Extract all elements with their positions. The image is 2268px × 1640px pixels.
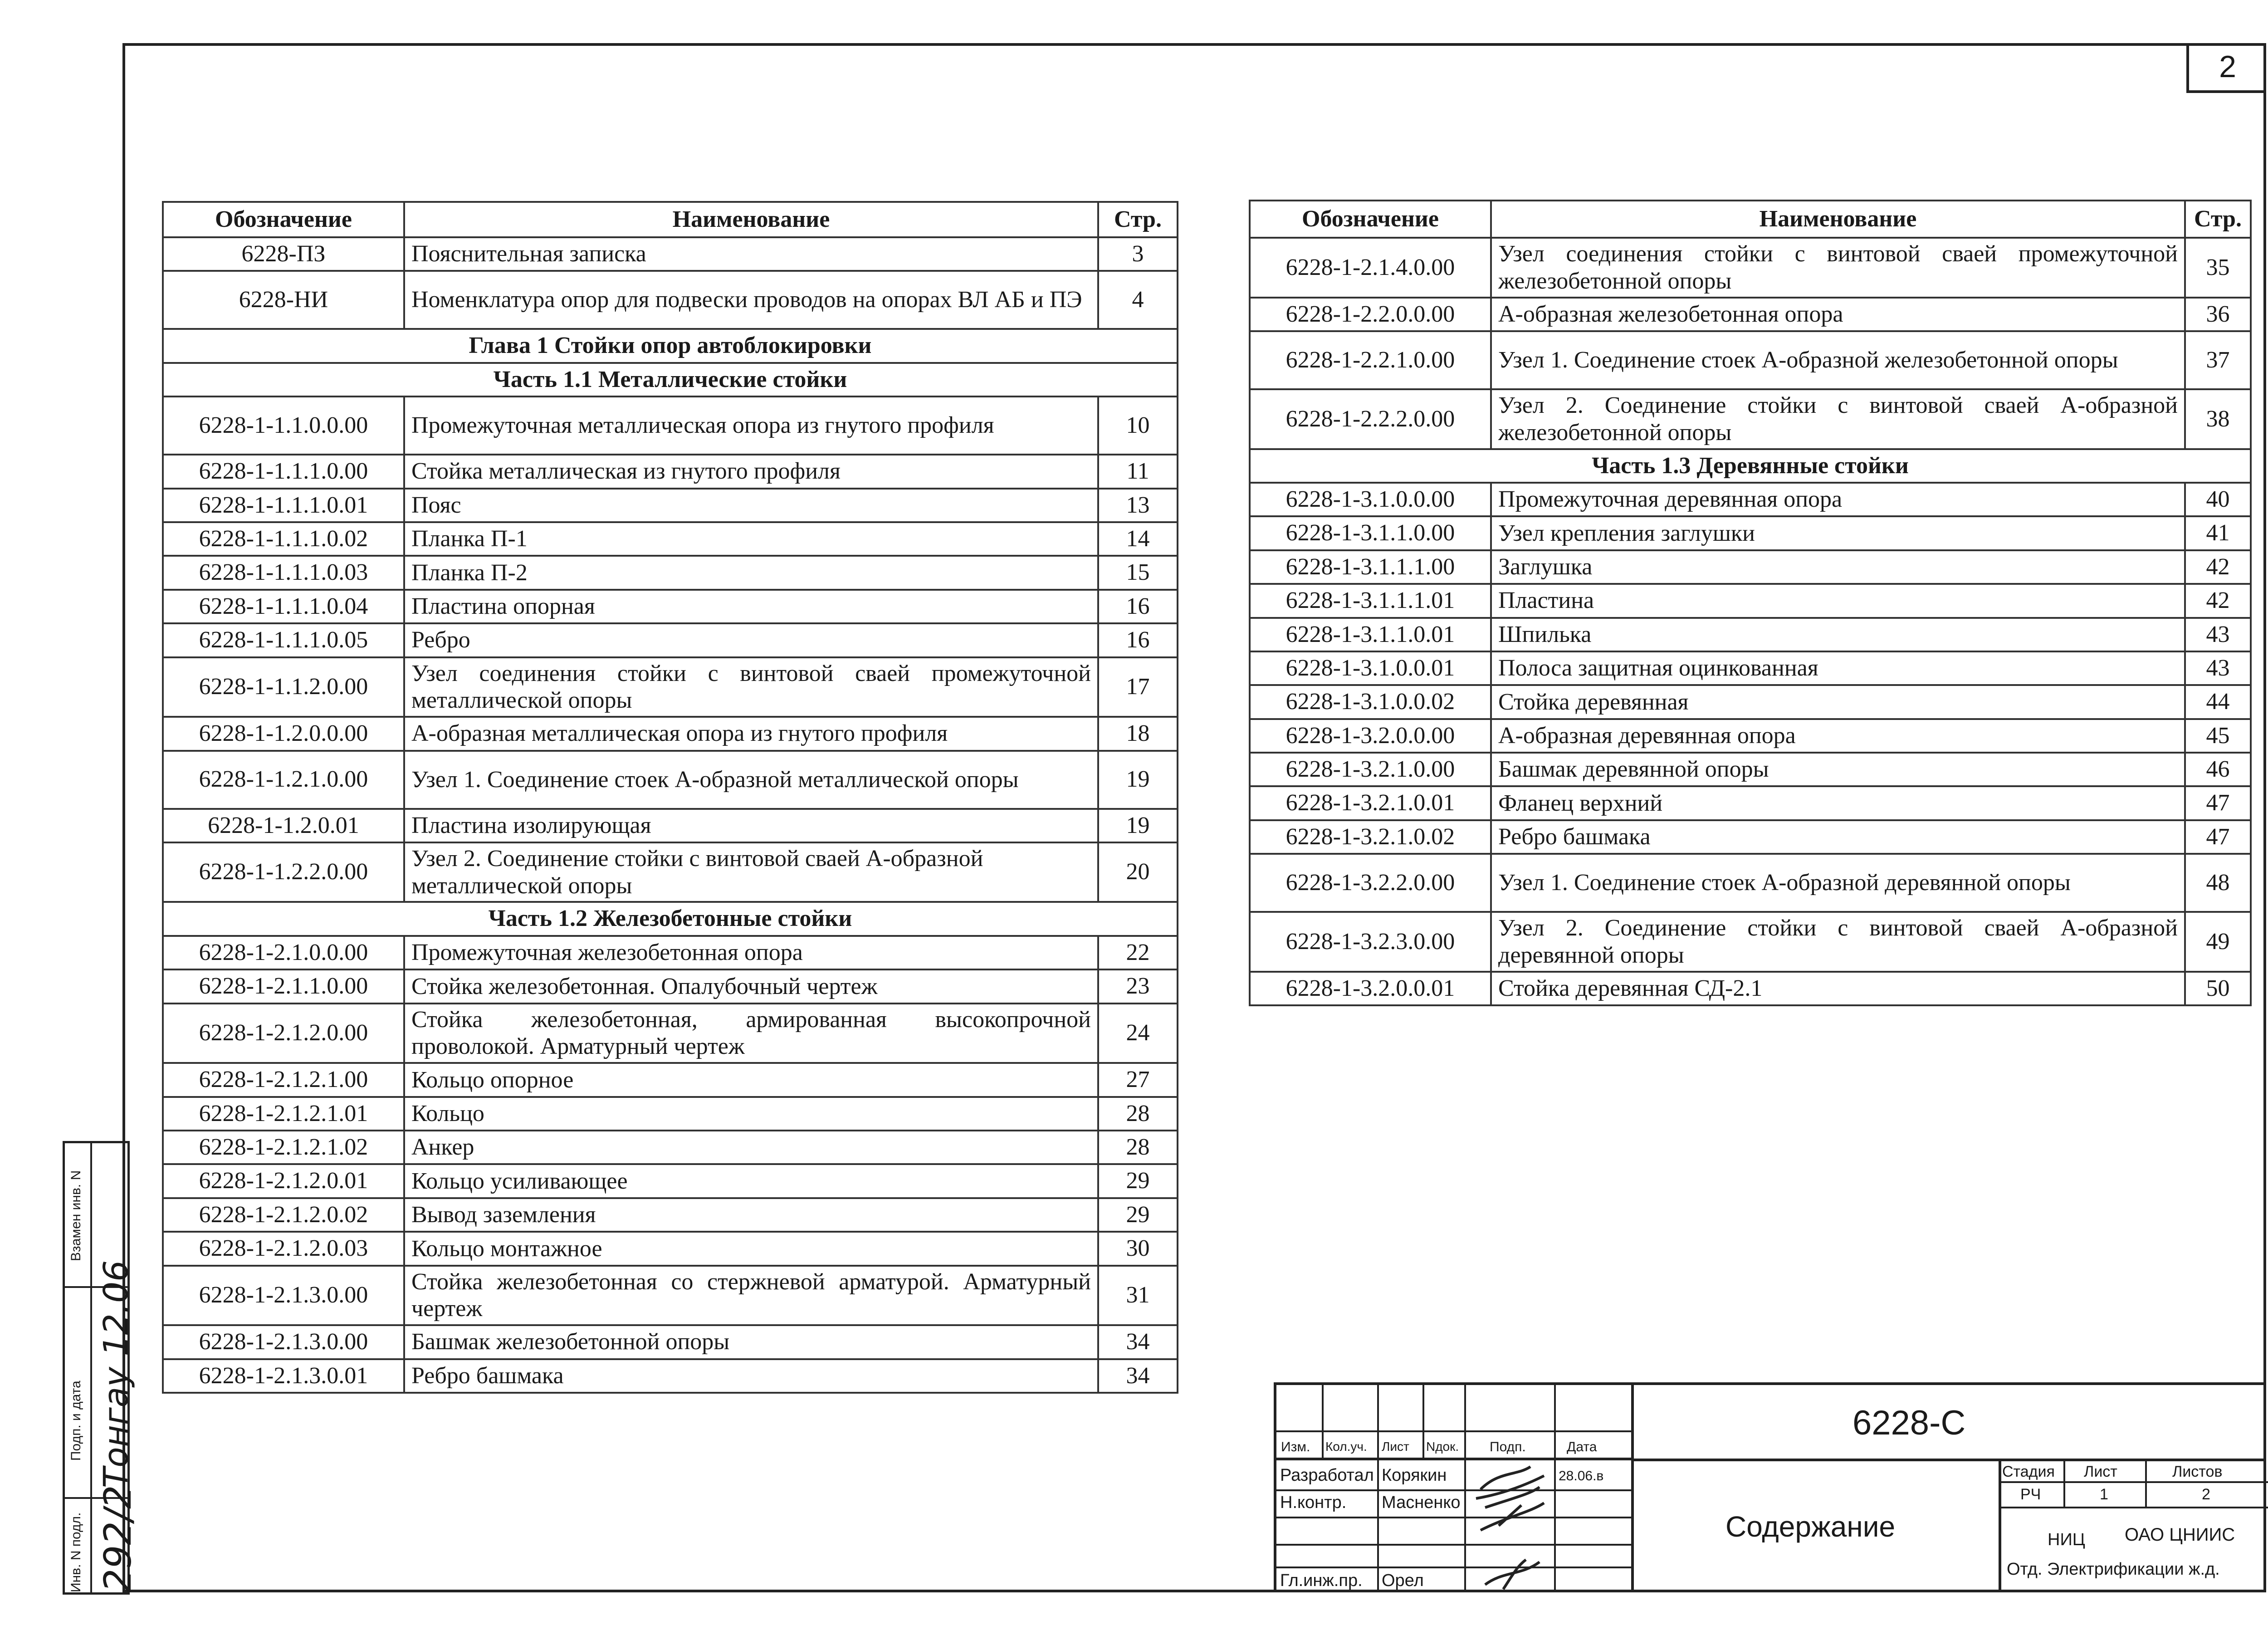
sheets-value: 2	[2202, 1486, 2210, 1503]
table-row	[163, 842, 1178, 902]
row-name: Пластина опорная	[404, 590, 1098, 623]
label-inv: Инв. N подл.	[68, 1512, 83, 1592]
row-code: 6228-1-3.2.0.0.00	[1250, 719, 1491, 753]
row-code: 6228-1-1.1.2.0.00	[163, 657, 404, 717]
sheet-label: Лист	[2084, 1463, 2117, 1480]
contents-table-right	[1249, 200, 2252, 1006]
row-code: 6228-1-2.2.2.0.00	[1250, 389, 1491, 449]
row-page: 41	[2185, 516, 2251, 550]
row-code: 6228-1-1.2.0.0.00	[163, 717, 404, 750]
row-page: 30	[1098, 1232, 1178, 1265]
row-name: Ребро башмака	[404, 1359, 1098, 1393]
header-page: Стр.	[1098, 202, 1178, 237]
row-code: 6228-1-3.2.1.0.02	[1250, 820, 1491, 854]
row-code: 6228-1-2.1.3.0.00	[163, 1266, 404, 1326]
row-name: Стойка деревянная	[1491, 685, 2185, 719]
table-row	[1250, 516, 2251, 550]
row-code: 6228-1-3.2.3.0.00	[1250, 912, 1491, 972]
row-page: 3	[1098, 237, 1178, 271]
row-page: 42	[2185, 550, 2251, 584]
signer-role: Гл.инж.пр.	[1280, 1571, 1363, 1590]
table-row	[163, 455, 1178, 488]
header-page: Стр.	[2185, 201, 2251, 238]
col-header-change: Изм.	[1281, 1439, 1310, 1454]
row-name: Узел 2. Соединение стойки с винтовой сваей А-образной железобетонной опоры	[1491, 389, 2185, 449]
contents-table-left	[162, 201, 1178, 1394]
row-name: Башмак деревянной опоры	[1491, 753, 2185, 786]
row-page: 19	[1098, 751, 1178, 809]
sheet-number: 2	[2186, 43, 2266, 93]
row-page: 13	[1098, 489, 1178, 522]
row-page: 46	[2185, 753, 2251, 786]
row-code: 6228-1-1.1.0.0.00	[163, 397, 404, 455]
row-code: 6228-1-2.1.2.1.02	[163, 1131, 404, 1164]
row-code: 6228-1-2.1.2.0.03	[163, 1232, 404, 1265]
org-department: Отд. Электрификации ж.д.	[2007, 1560, 2220, 1579]
section-heading-row	[163, 902, 1178, 935]
row-name: Планка П-1	[404, 522, 1098, 556]
row-name: Узел 2. Соединение стойки с винтовой сваей А-образной деревянной опоры	[1491, 912, 2185, 972]
row-name: Узел 1. Соединение стоек А-образной деревянной опоры	[1491, 854, 2185, 912]
row-name: Кольцо опорное	[404, 1063, 1098, 1097]
table-row	[163, 717, 1178, 750]
table-row	[1250, 972, 2251, 1005]
row-page: 37	[2185, 331, 2251, 389]
col-header-sheet: Лист	[1382, 1439, 1409, 1454]
row-page: 20	[1098, 842, 1178, 902]
table-row	[1250, 389, 2251, 449]
row-code: 6228-1-2.1.2.0.02	[163, 1198, 404, 1232]
table-row	[163, 657, 1178, 717]
row-name: Шпилька	[1491, 618, 2185, 651]
table-row	[163, 1198, 1178, 1232]
section-heading-row	[1250, 449, 2251, 483]
table-row	[163, 936, 1178, 969]
row-page: 4	[1098, 271, 1178, 329]
sign-date-value: Тонгау 12.06	[97, 1260, 136, 1488]
row-name: Номенклатура опор для подвески проводов на опорах ВЛ АБ и ПЭ	[404, 271, 1098, 329]
row-code: 6228-1-2.2.1.0.00	[1250, 331, 1491, 389]
row-code: 6228-1-1.2.2.0.00	[163, 842, 404, 902]
row-name: Полоса защитная оцинкованная	[1491, 651, 2185, 685]
row-code: 6228-1-3.1.0.0.02	[1250, 685, 1491, 719]
row-code: 6228-НИ	[163, 271, 404, 329]
row-page: 22	[1098, 936, 1178, 969]
document-title: Содержание	[1725, 1510, 1896, 1543]
row-code: 6228-1-3.2.0.0.01	[1250, 972, 1491, 1005]
row-page: 47	[2185, 786, 2251, 820]
row-code: 6228-ПЗ	[163, 237, 404, 271]
row-name: Промежуточная металлическая опора из гнутого профиля	[404, 397, 1098, 455]
table-row	[1250, 331, 2251, 389]
row-name: Пояс	[404, 489, 1098, 522]
row-name: Стойка металлическая из гнутого профиля	[404, 455, 1098, 488]
row-page: 43	[2185, 651, 2251, 685]
contents-rows-right	[1250, 238, 2251, 1005]
table-row	[1250, 685, 2251, 719]
table-row	[163, 809, 1178, 842]
row-code: 6228-1-3.1.0.0.00	[1250, 483, 1491, 516]
row-name: Узел соединения стойки с винтовой сваей промежуточной железобетонной опоры	[1491, 238, 2185, 298]
signer-name: Корякин	[1382, 1466, 1447, 1485]
row-page: 10	[1098, 397, 1178, 455]
table-row	[1250, 550, 2251, 584]
section-heading: Часть 1.3 Деревянные стойки	[1250, 449, 2251, 483]
sheet-value: 1	[2100, 1486, 2108, 1503]
row-name: Кольцо	[404, 1097, 1098, 1131]
row-page: 31	[1098, 1266, 1178, 1326]
row-name: Узел 1. Соединение стоек А-образной металлической опоры	[404, 751, 1098, 809]
row-page: 14	[1098, 522, 1178, 556]
row-page: 28	[1098, 1097, 1178, 1131]
table-row	[163, 1232, 1178, 1265]
row-code: 6228-1-1.2.0.01	[163, 809, 404, 842]
row-name: Заглушка	[1491, 550, 2185, 584]
row-page: 43	[2185, 618, 2251, 651]
header-code: Обозначение	[163, 202, 404, 237]
row-page: 40	[2185, 483, 2251, 516]
row-code: 6228-1-3.2.1.0.01	[1250, 786, 1491, 820]
col-header-signature: Подп.	[1490, 1439, 1526, 1454]
table-row	[163, 237, 1178, 271]
row-name: Анкер	[404, 1131, 1098, 1164]
header-name: Наименование	[1491, 201, 2185, 238]
table-row	[1250, 912, 2251, 972]
row-page: 19	[1098, 809, 1178, 842]
row-page: 15	[1098, 556, 1178, 589]
row-page: 36	[2185, 298, 2251, 331]
row-page: 29	[1098, 1198, 1178, 1232]
section-heading: Глава 1 Стойки опор автоблокировки	[163, 329, 1178, 362]
table-row	[163, 623, 1178, 657]
label-replace: Взамен инв. N	[68, 1170, 83, 1261]
row-name: Ребро	[404, 623, 1098, 657]
table-row	[163, 1131, 1178, 1164]
header-name: Наименование	[404, 202, 1098, 237]
row-name: Пояснительная записка	[404, 237, 1098, 271]
row-code: 6228-1-3.1.0.0.01	[1250, 651, 1491, 685]
row-page: 24	[1098, 1004, 1178, 1063]
table-row	[1250, 820, 2251, 854]
table-row	[163, 969, 1178, 1003]
row-code: 6228-1-2.1.1.0.00	[163, 969, 404, 1003]
row-page: 48	[2185, 854, 2251, 912]
row-page: 49	[2185, 912, 2251, 972]
row-page: 16	[1098, 590, 1178, 623]
row-name: Пластина	[1491, 584, 2185, 617]
row-code: 6228-1-3.1.1.1.01	[1250, 584, 1491, 617]
contents-rows-left	[163, 237, 1178, 1393]
row-name: Планка П-2	[404, 556, 1098, 589]
table-row	[163, 1097, 1178, 1131]
row-code: 6228-1-2.2.0.0.00	[1250, 298, 1491, 331]
table-row	[1250, 584, 2251, 617]
row-code: 6228-1-3.2.1.0.00	[1250, 753, 1491, 786]
table-row	[163, 590, 1178, 623]
col-header-count: Кол.уч.	[1325, 1439, 1367, 1454]
col-header-date: Дата	[1567, 1439, 1597, 1454]
stage-value: РЧ	[2020, 1486, 2041, 1503]
table-row	[163, 271, 1178, 329]
row-code: 6228-1-2.1.2.0.01	[163, 1164, 404, 1198]
row-page: 50	[2185, 972, 2251, 1005]
row-name: Кольцо монтажное	[404, 1232, 1098, 1265]
row-code: 6228-1-3.2.2.0.00	[1250, 854, 1491, 912]
row-code: 6228-1-1.1.1.0.02	[163, 522, 404, 556]
row-page: 45	[2185, 719, 2251, 753]
org-name: ОАО ЦНИИС	[2125, 1525, 2235, 1545]
row-code: 6228-1-1.1.1.0.03	[163, 556, 404, 589]
row-name: А-образная металлическая опора из гнутого профиля	[404, 717, 1098, 750]
row-page: 35	[2185, 238, 2251, 298]
row-name: Фланец верхний	[1491, 786, 2185, 820]
row-name: Ребро башмака	[1491, 820, 2185, 854]
document-code: 6228-С	[1853, 1404, 1966, 1442]
row-code: 6228-1-3.1.1.0.00	[1250, 516, 1491, 550]
row-page: 42	[2185, 584, 2251, 617]
row-page: 34	[1098, 1359, 1178, 1393]
table-row	[163, 1164, 1178, 1198]
row-name: Узел крепления заглушки	[1491, 516, 2185, 550]
row-code: 6228-1-2.1.3.0.00	[163, 1325, 404, 1359]
row-page: 23	[1098, 969, 1178, 1003]
sheets-label: Листов	[2172, 1463, 2223, 1480]
table-row	[1250, 483, 2251, 516]
row-name: А-образная железобетонная опора	[1491, 298, 2185, 331]
row-code: 6228-1-2.1.2.0.00	[163, 1004, 404, 1063]
row-page: 47	[2185, 820, 2251, 854]
table-row	[163, 751, 1178, 809]
table-row	[1250, 238, 2251, 298]
signer-name: Орел	[1382, 1571, 1424, 1590]
section-heading-row	[163, 363, 1178, 397]
row-code: 6228-1-2.1.0.0.00	[163, 936, 404, 969]
row-page: 34	[1098, 1325, 1178, 1359]
stage-label: Стадия	[2002, 1463, 2055, 1480]
inv-number: 292/2	[97, 1485, 140, 1592]
row-page: 17	[1098, 657, 1178, 717]
row-page: 29	[1098, 1164, 1178, 1198]
row-name: А-образная деревянная опора	[1491, 719, 2185, 753]
row-name: Промежуточная деревянная опора	[1491, 483, 2185, 516]
row-page: 11	[1098, 455, 1178, 488]
table-row	[1250, 618, 2251, 651]
table-row	[1250, 854, 2251, 912]
margin-stamp	[63, 1141, 140, 1595]
table-row	[163, 522, 1178, 556]
signer-date: 28.06.в	[1559, 1469, 1604, 1483]
row-code: 6228-1-2.1.3.0.01	[163, 1359, 404, 1393]
table-row	[1250, 753, 2251, 786]
table-row	[163, 1359, 1178, 1393]
row-code: 6228-1-2.1.2.1.00	[163, 1063, 404, 1097]
table-row	[163, 1063, 1178, 1097]
section-heading-row	[163, 329, 1178, 362]
row-code: 6228-1-3.1.1.0.01	[1250, 618, 1491, 651]
row-name: Узел 1. Соединение стоек А-образной железобетонной опоры	[1491, 331, 2185, 389]
row-name: Пластина изолирующая	[404, 809, 1098, 842]
row-name: Кольцо усиливающее	[404, 1164, 1098, 1198]
signer-name: Масненко	[1382, 1493, 1461, 1512]
table-row	[1250, 298, 2251, 331]
row-code: 6228-1-1.1.1.0.01	[163, 489, 404, 522]
org-logo: НИЦ	[2048, 1530, 2085, 1549]
row-page: 18	[1098, 717, 1178, 750]
table-row	[163, 1004, 1178, 1063]
signer-role: Н.контр.	[1280, 1493, 1347, 1512]
row-code: 6228-1-2.1.2.1.01	[163, 1097, 404, 1131]
row-name: Стойка деревянная СД-2.1	[1491, 972, 2185, 1005]
row-page: 16	[1098, 623, 1178, 657]
table-row	[1250, 719, 2251, 753]
row-name: Промежуточная железобетонная опора	[404, 936, 1098, 969]
row-name: Узел соединения стойки с винтовой сваей промежуточной металлической опоры	[404, 657, 1098, 717]
table-row	[1250, 786, 2251, 820]
signer-role: Разработал	[1280, 1466, 1374, 1485]
row-page: 27	[1098, 1063, 1178, 1097]
label-sign-date: Подп. и дата	[68, 1381, 83, 1461]
row-code: 6228-1-2.1.4.0.00	[1250, 238, 1491, 298]
table-row	[1250, 651, 2251, 685]
row-code: 6228-1-3.1.1.1.00	[1250, 550, 1491, 584]
row-name: Стойка железобетонная, армированная высокопрочной проволокой. Арматурный чертеж	[404, 1004, 1098, 1063]
row-code: 6228-1-1.1.1.0.05	[163, 623, 404, 657]
row-code: 6228-1-1.2.1.0.00	[163, 751, 404, 809]
row-page: 38	[2185, 389, 2251, 449]
section-heading: Часть 1.1 Металлические стойки	[163, 363, 1178, 397]
row-code: 6228-1-1.1.1.0.00	[163, 455, 404, 488]
row-page: 28	[1098, 1131, 1178, 1164]
table-row	[163, 1325, 1178, 1359]
row-code: 6228-1-1.1.1.0.04	[163, 590, 404, 623]
table-row	[163, 556, 1178, 589]
row-name: Узел 2. Соединение стойки с винтовой сваей А-образной металлической опоры	[404, 842, 1098, 902]
table-row	[163, 1266, 1178, 1326]
margin-stamp-labels	[65, 1143, 92, 1592]
header-code: Обозначение	[1250, 201, 1491, 238]
row-name: Стойка железобетонная. Опалубочный чертеж	[404, 969, 1098, 1003]
col-header-docno: Nдок.	[1426, 1439, 1459, 1454]
row-name: Вывод заземления	[404, 1198, 1098, 1232]
row-page: 44	[2185, 685, 2251, 719]
signature-marks	[1471, 1462, 1553, 1594]
row-name: Стойка железобетонная со стержневой арматурой. Арматурный чертеж	[404, 1266, 1098, 1326]
section-heading: Часть 1.2 Железобетонные стойки	[163, 902, 1178, 935]
title-block	[1274, 1382, 2266, 1592]
table-row	[163, 489, 1178, 522]
table-row	[163, 397, 1178, 455]
row-name: Башмак железобетонной опоры	[404, 1325, 1098, 1359]
